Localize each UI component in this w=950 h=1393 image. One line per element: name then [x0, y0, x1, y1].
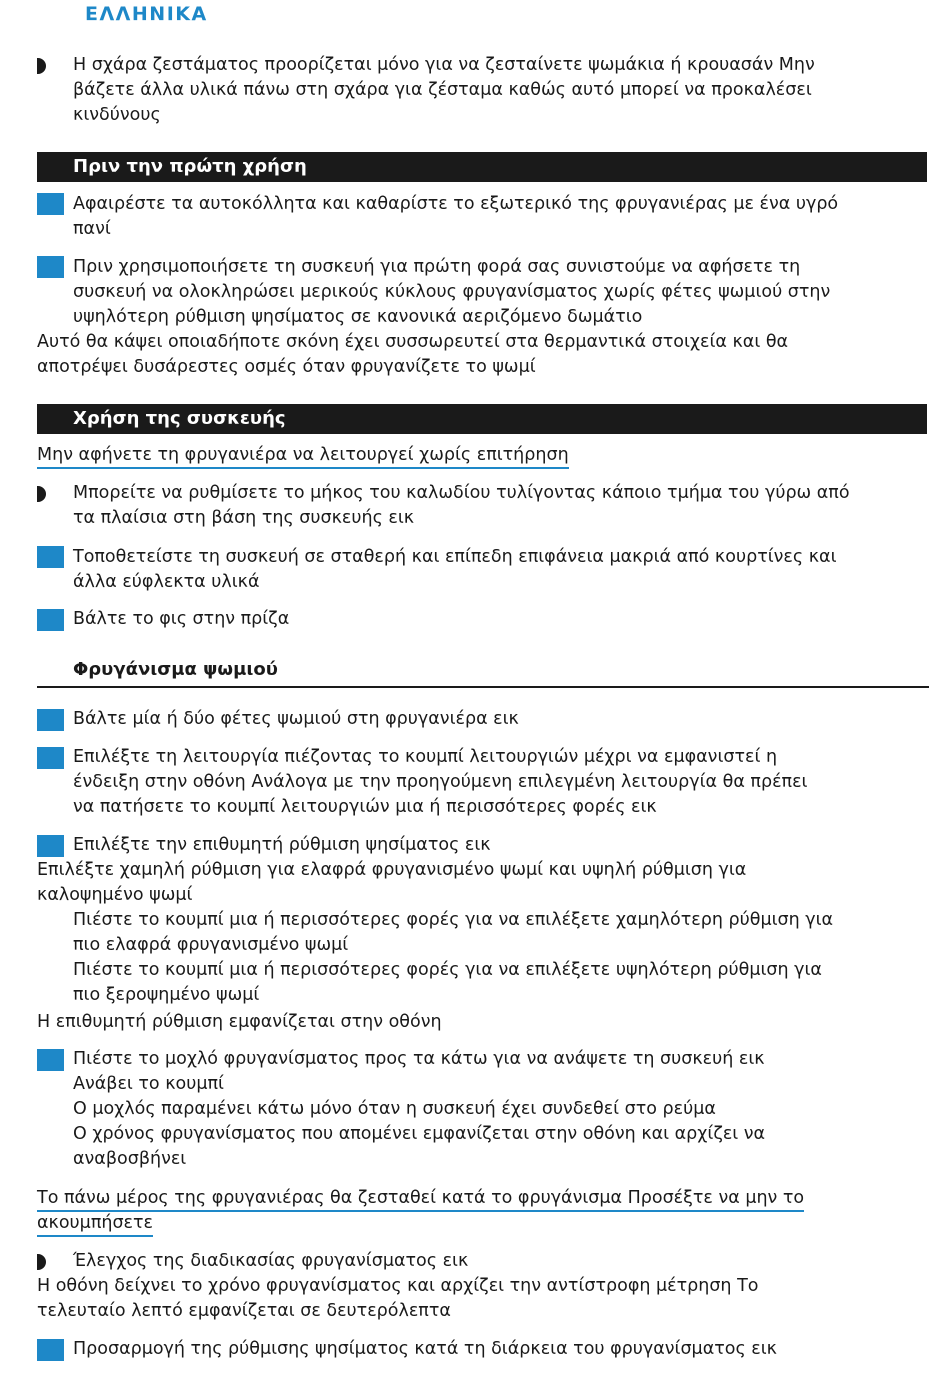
bullet-icon — [37, 1254, 46, 1270]
step-marker-icon — [37, 546, 64, 568]
text-line: συσκευή να ολοκληρώσει μερικούς κύκλους φρυγανίσματος χωρίς φέτες ψωμιού στην — [73, 282, 831, 302]
note-paragraph — [37, 330, 933, 380]
subsection-title: Φρυγάνισμα ψωμιού — [73, 659, 278, 680]
text-line: ένδειξη στην οθόνη Ανάλογα με την προηγούμενη επιλεγμένη λειτουργία θα πρέπει — [73, 772, 808, 792]
text-line: τα πλαίσια στη βάση της συσκευής εικ — [73, 508, 415, 528]
text-line: Επιλέξτε χαμηλή ρύθμιση για ελαφρά φρυγανισμένο ψωμί και υψηλή ρύθμιση για — [37, 860, 747, 880]
step-paragraph — [73, 545, 933, 595]
section-title: Πριν την πρώτη χρήση — [73, 156, 307, 177]
text-line: βάζετε άλλα υλικά πάνω στη σχάρα για ζέσταμα καθώς αυτό μπορεί να προκαλέσει — [73, 80, 812, 100]
text-line: να πατήσετε το κουμπί λειτουργιών μια ή περισσότερες φορές εικ — [73, 797, 657, 817]
step-marker-icon — [37, 609, 64, 631]
text-line: Επιλέξτε τη λειτουργία πιέζοντας το κουμπί λειτουργιών μέχρι να εμφανιστεί η — [73, 747, 778, 767]
step-paragraph — [73, 1337, 933, 1362]
text-line: Τοποθετείστε τη συσκευή σε σταθερή και επίπεδη επιφάνεια μακριά από κουρτίνες και — [73, 547, 837, 567]
caution-text: Το πάνω μέρος της φρυγανιέρας θα ζεσταθεί κατά το φρυγάνισμα Προσέξτε να μην το — [37, 1188, 804, 1212]
text-line: τελευταίο λεπτό εμφανίζεται σε δευτερόλεπτα — [37, 1301, 451, 1321]
text-line: Ο χρόνος φρυγανίσματος που απομένει εμφανίζεται στην οθόνη και αρχίζει να — [73, 1124, 766, 1144]
text-line: κινδύνους — [73, 105, 161, 125]
step-paragraph — [73, 607, 933, 632]
step-marker-icon — [37, 709, 64, 731]
section-header-before-first-use — [37, 152, 927, 182]
text-line: Προσαρμογή της ρύθμισης ψησίματος κατά τη διάρκεια του φρυγανίσματος εικ — [73, 1339, 777, 1359]
text-line: Μπορείτε να ρυθμίσετε το μήκος του καλωδίου τυλίγοντας κάποιο τμήμα του γύρω από — [73, 483, 850, 503]
note-paragraph — [37, 1010, 933, 1035]
text-line: Πριν χρησιμοποιήσετε τη συσκευή για πρώτη φορά σας συνιστούμε να αφήσετε τη — [73, 257, 801, 277]
step-paragraph — [73, 255, 933, 330]
text-line: Αυτό θα κάψει οποιαδήποτε σκόνη έχει συσσωρευτεί στα θερμαντικά στοιχεία και θα — [37, 332, 789, 352]
step-marker-icon — [37, 747, 64, 769]
text-line: αποτρέψει δυσάρεστες οσμές όταν φρυγανίζετε το ψωμί — [37, 357, 536, 377]
warning-paragraph — [37, 443, 933, 468]
text-line: άλλα εύφλεκτα υλικά — [73, 572, 260, 592]
warning-text: Μην αφήνετε τη φρυγανιέρα να λειτουργεί χωρίς επιτήρηση — [37, 445, 569, 469]
text-line: Επιλέξτε την επιθυμητή ρύθμιση ψησίματος εικ — [73, 835, 491, 855]
language-heading: ΕΛΛΗΝΙΚΑ — [85, 3, 208, 25]
text-line: καλοψημένο ψωμί — [37, 885, 193, 905]
step-paragraph — [73, 707, 933, 732]
text-line: Βάλτε μία ή δύο φέτες ψωμιού στη φρυγανιέρα εικ — [73, 709, 519, 729]
intro-paragraph — [73, 53, 933, 128]
text-line: Βάλτε το φις στην πρίζα — [73, 609, 290, 629]
text-line: Αφαιρέστε τα αυτοκόλλητα και καθαρίστε το εξωτερικό της φρυγανιέρας με ένα υγρό — [73, 194, 839, 214]
text-line: Η επιθυμητή ρύθμιση εμφανίζεται στην οθόνη — [37, 1012, 442, 1032]
text-line: αναβοσβήνει — [73, 1149, 187, 1169]
caution-text: ακουμπήσετε — [37, 1213, 153, 1237]
bullet-icon — [37, 58, 46, 74]
text-line: Ανάβει το κουμπί — [73, 1074, 224, 1094]
step-marker-icon — [37, 1049, 64, 1071]
step-marker-icon — [37, 256, 64, 278]
note-paragraph — [37, 858, 933, 908]
text-line: υψηλότερη ρύθμιση ψησίματος σε κανονικά αεριζόμενο δωμάτιο — [73, 307, 643, 327]
substep-paragraph — [73, 958, 933, 1008]
step-paragraph — [73, 745, 933, 820]
text-line: Η οθόνη δείχνει το χρόνο φρυγανίσματος και αρχίζει την αντίστροφη μέτρηση Το — [37, 1276, 759, 1296]
text-line: Πιέστε το μοχλό φρυγανίσματος προς τα κάτω για να ανάψετε τη συσκευή εικ — [73, 1049, 765, 1069]
note-paragraph — [37, 1274, 933, 1324]
step-marker-icon — [37, 1339, 64, 1361]
subsection-divider — [37, 686, 929, 688]
text-line: Πιέστε το κουμπί μια ή περισσότερες φορές για να επιλέξετε χαμηλότερη ρύθμιση για — [73, 910, 834, 930]
step-paragraph — [73, 1047, 933, 1172]
text-line: πιο ξεροψημένο ψωμί — [73, 985, 260, 1005]
step-marker-icon — [37, 193, 64, 215]
text-line: πανί — [73, 219, 111, 239]
step-marker-icon — [37, 835, 64, 857]
tip-paragraph — [73, 481, 933, 531]
step-paragraph — [73, 192, 933, 242]
section-title: Χρήση της συσκευής — [73, 408, 286, 429]
caution-paragraph — [37, 1186, 933, 1236]
text-line: Η σχάρα ζεστάματος προορίζεται μόνο για να ζεσταίνετε ψωμάκια ή κρουασάν Μην — [73, 55, 815, 75]
tip-paragraph — [73, 1249, 933, 1274]
text-line: Ο μοχλός παραμένει κάτω μόνο όταν η συσκευή έχει συνδεθεί στο ρεύμα — [73, 1099, 716, 1119]
substep-paragraph — [73, 908, 933, 958]
step-paragraph — [73, 833, 933, 858]
text-line: πιο ελαφρά φρυγανισμένο ψωμί — [73, 935, 349, 955]
bullet-icon — [37, 486, 46, 502]
text-line: Έλεγχος της διαδικασίας φρυγανίσματος εικ — [73, 1251, 469, 1271]
section-header-using — [37, 404, 927, 434]
text-line: Πιέστε το κουμπί μια ή περισσότερες φορές για να επιλέξετε υψηλότερη ρύθμιση για — [73, 960, 822, 980]
